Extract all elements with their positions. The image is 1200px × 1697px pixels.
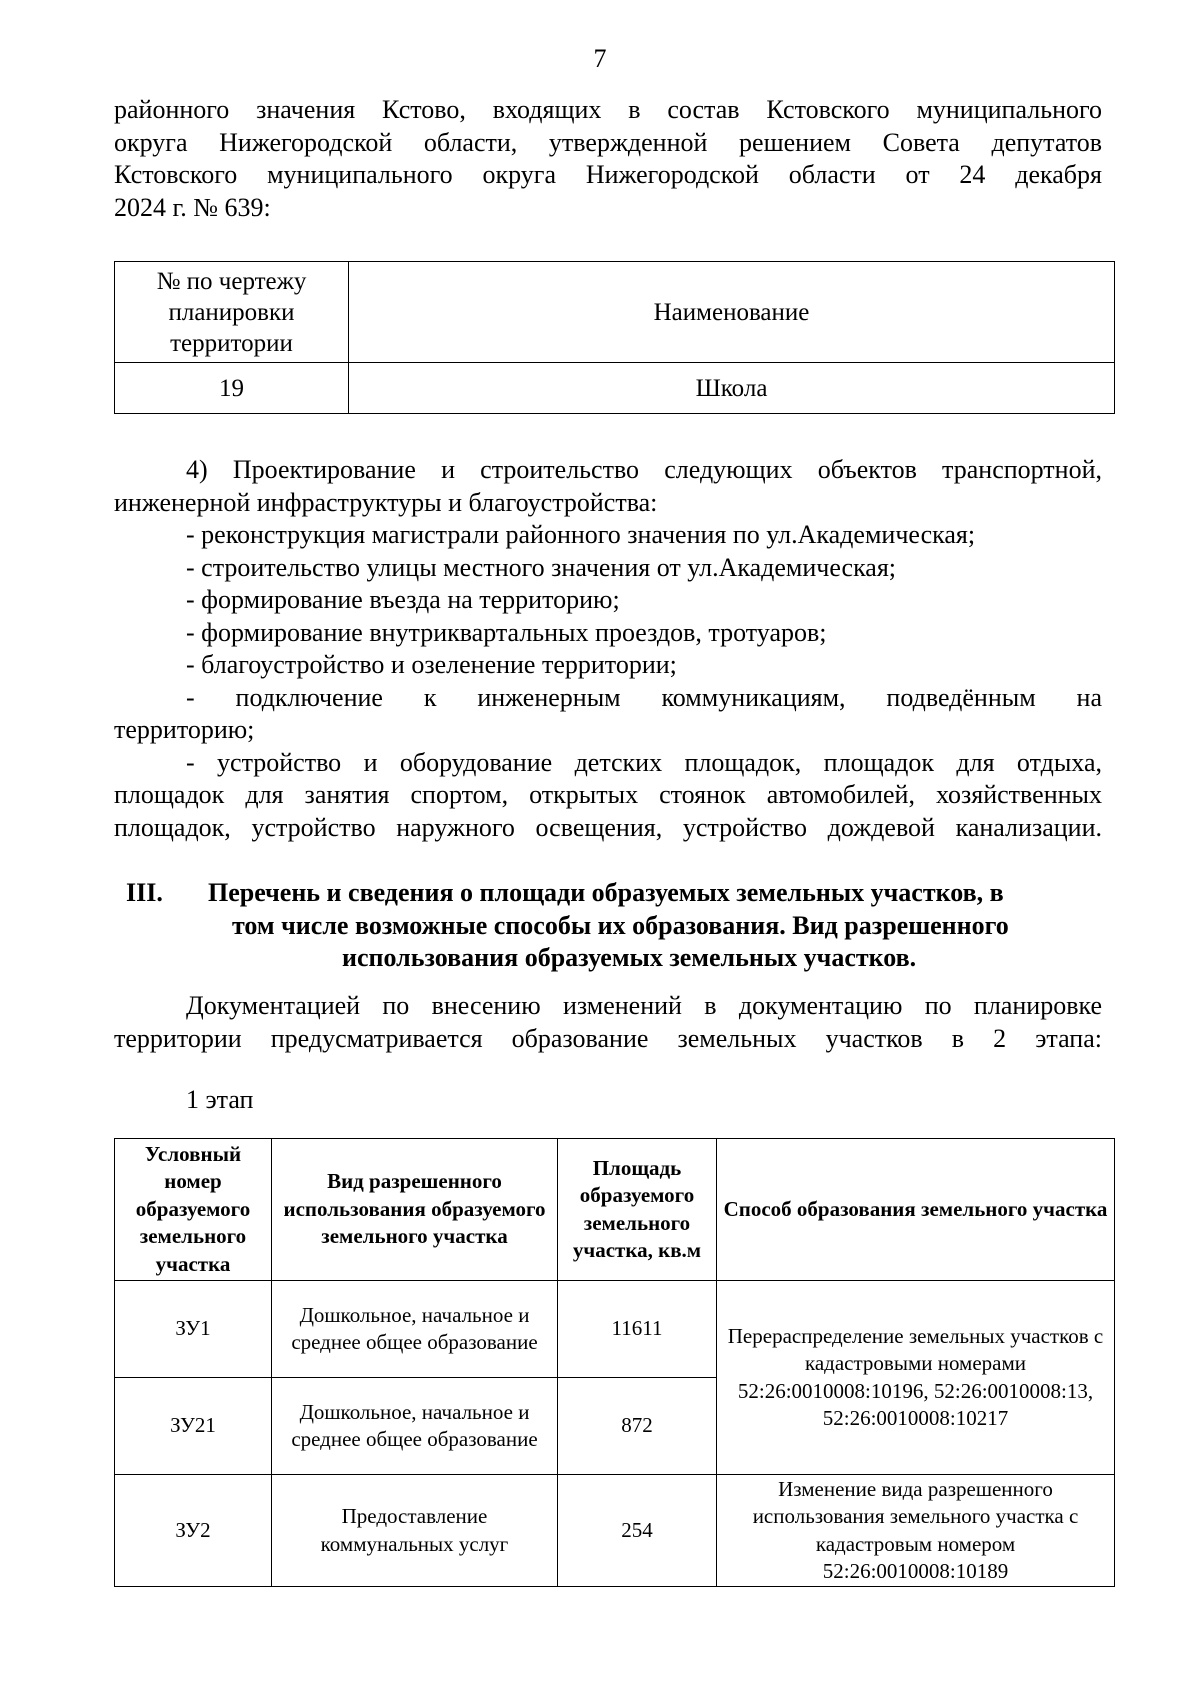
intro-paragraph (114, 94, 1102, 224)
list-item: - устройство и оборудование детских площадок, площадок для отдыха, (186, 747, 1102, 777)
list-item: - благоустройство и озеленение территории; (186, 650, 677, 679)
text-line: территорию; (114, 715, 255, 744)
text-line: Документацией по внесению изменений в документацию по планировке (186, 991, 1102, 1020)
cell-plot-id: ЗУ2 (115, 1475, 272, 1587)
text-line: 4) Проектирование и строительство следующих объектов транспортной, (186, 455, 1102, 484)
text-line: территории предусматривается образование земельных участков в 2 этапа: (114, 1023, 1102, 1053)
text-line: округа Нижегородской области, утвержденной решением Совета депутатов (114, 127, 1102, 157)
section-number: III. (126, 878, 163, 907)
table-row (115, 363, 1115, 414)
heading-line: Перечень и сведения о площади образуемых земельных участков, в (208, 878, 1004, 907)
list-item: - формирование внутриквартальных проездов, тротуаров; (186, 617, 827, 647)
section-4-paragraph (114, 454, 1102, 844)
header-cell-formation-method: Способ образования земельного участка (717, 1139, 1115, 1281)
cell-plot-id: ЗУ21 (115, 1378, 272, 1475)
header-cell-drawing-number: № по чертежу планировки территории (115, 262, 349, 363)
cell-name: Школа (349, 363, 1115, 414)
text-line: площадок для занятия спортом, открытых стоянок автомобилей, хозяйственных (114, 780, 1102, 809)
text-line: районного значения Кстово, входящих в состав Кстовского муниципального (114, 95, 1102, 124)
list-item: - подключение к инженерным коммуникациям, подведённым на (186, 682, 1102, 712)
cell-number: 19 (115, 363, 349, 414)
cell-area: 872 (558, 1378, 717, 1475)
header-cell-area: Площадь образуемого земельного участка, кв.м (558, 1139, 717, 1281)
header-cell-plot-number: Условный номер образуемого земельного участка (115, 1139, 272, 1281)
table-header-row (115, 1139, 1115, 1281)
header-cell-name: Наименование (349, 262, 1115, 363)
cell-area: 11611 (558, 1281, 717, 1378)
cell-area: 254 (558, 1475, 717, 1587)
list-item: - строительство улицы местного значения от ул.Академическая; (186, 552, 897, 582)
list-item: - формирование въезда на территорию; (186, 585, 620, 614)
cell-permitted-use: Дошкольное, начальное и среднее общее образование (272, 1378, 558, 1475)
cell-formation-method: Перераспределение земельных участков с кадастровыми номерами 52:26:0010008:10196, 52:26:0010008:13, 52:26:0010008:10217 (717, 1281, 1115, 1475)
list-item: - реконструкция магистрали районного значения по ул.Академическая; (186, 520, 976, 549)
documentation-paragraph (114, 990, 1102, 1055)
heading-line: том числе возможные способы их образования. Вид разрешенного (232, 910, 1009, 940)
cell-plot-id: ЗУ1 (115, 1281, 272, 1378)
table-header-row (115, 262, 1115, 363)
text-line: 2024 г. № 639: (114, 192, 271, 222)
header-cell-permitted-use: Вид разрешенного использования образуемого земельного участка (272, 1139, 558, 1281)
text-line: площадок, устройство наружного освещения, устройство дождевой канализации. (114, 812, 1102, 842)
objects-table (114, 261, 1115, 414)
table-row (115, 1475, 1115, 1587)
table-row (115, 1281, 1115, 1378)
land-plots-table (114, 1138, 1115, 1587)
stage-label: 1 этап (186, 1085, 254, 1114)
heading-line: использования образуемых земельных участков. (342, 943, 917, 972)
text-line: инженерной инфраструктуры и благоустройства: (114, 487, 658, 517)
text-line: Кстовского муниципального округа Нижегородской области от 24 декабря (114, 160, 1102, 189)
cell-permitted-use: Дошкольное, начальное и среднее общее образование (272, 1281, 558, 1378)
cell-permitted-use: Предоставление коммунальных услуг (272, 1475, 558, 1587)
page-number: 7 (593, 44, 607, 73)
cell-formation-method: Изменение вида разрешенного использования земельного участка с кадастровым номером 52:26:0010008:10189 (717, 1475, 1115, 1587)
